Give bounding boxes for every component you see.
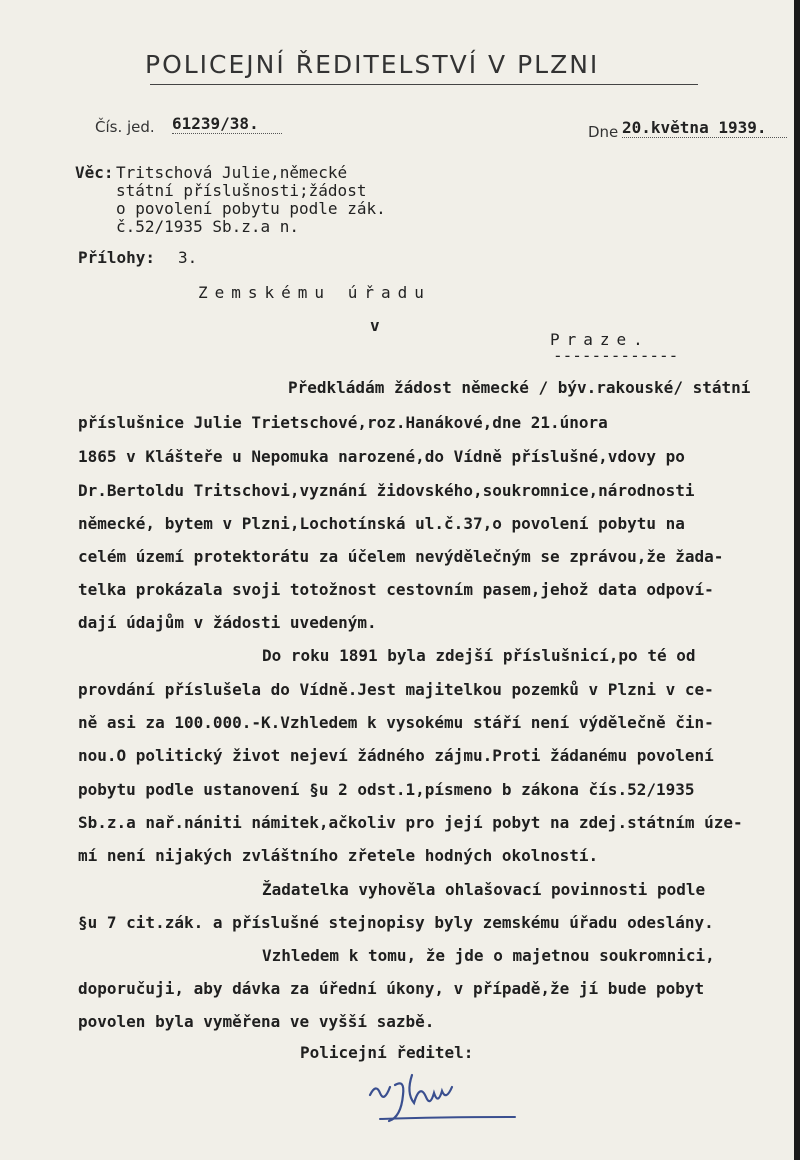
- body-line-2: příslušnice Julie Trietschové,roz.Hanákové,dne 21.února: [78, 413, 608, 432]
- attachments-label: Přílohy:: [78, 248, 156, 267]
- body-line-13: pobytu podle ustanovení §u 2 odst.1,písmeno b zákona čís.52/1935: [78, 780, 695, 799]
- recipient-preposition: v: [370, 316, 380, 335]
- date-value: 20.května 1939.: [622, 118, 787, 138]
- reference-label: Čís. jed.: [95, 118, 155, 136]
- body-line-18: Vzhledem k tomu, že jde o majetnou soukromnici,: [262, 946, 715, 965]
- closing-signatory-title: Policejní ředitel:: [300, 1043, 474, 1062]
- attachments-value: 3.: [178, 248, 198, 267]
- body-line-19: doporučuji, aby dávka za úřední úkony, v případě,že jí bude pobyt: [78, 979, 705, 998]
- subject-label: Věc:: [75, 163, 114, 182]
- handwritten-signature: [350, 1055, 530, 1125]
- subject-line-1: Tritschová Julie,německé: [116, 163, 348, 182]
- date-label: Dne: [588, 123, 619, 141]
- body-line-1: Předkládám žádost německé / býv.rakouské/ státní: [288, 378, 751, 397]
- recipient-underline: -------------: [553, 346, 679, 365]
- subject-line-2: státní příslušnosti;žádost: [116, 181, 367, 200]
- body-line-20: povolen byla vyměřena ve vyšší sazbě.: [78, 1012, 435, 1031]
- subject-line-3: o povolení pobytu podle zák.: [116, 199, 386, 218]
- body-line-5: německé, bytem v Plzni,Lochotínská ul.č.37,o povolení pobytu na: [78, 514, 685, 533]
- body-line-12: nou.O politický život nejeví žádného zájmu.Proti žádanému povolení: [78, 746, 714, 765]
- letterhead-rule: [150, 84, 698, 85]
- body-line-16: Žadatelka vyhověla ohlašovací povinnosti podle: [262, 880, 706, 899]
- body-line-11: ně asi za 100.000.-K.Vzhledem k vysokému stáří není výdělečně čin-: [78, 713, 714, 732]
- body-line-14: Sb.z.a nař.nániti námitek,ačkoliv pro její pobyt na zdej.státním úze-: [78, 813, 743, 832]
- body-line-3: 1865 v Klášteře u Nepomuka narozené,do Vídně příslušné,vdovy po: [78, 447, 685, 466]
- body-line-7: telka prokázala svoji totožnost cestovním pasem,jehož data odpoví-: [78, 580, 714, 599]
- reference-number: 61239/38.: [172, 114, 282, 134]
- subject-line-4: č.52/1935 Sb.z.a n.: [116, 217, 300, 236]
- body-line-9: Do roku 1891 byla zdejší příslušnicí,po té od: [262, 646, 696, 665]
- recipient-office: Zemskému úřadu: [198, 283, 431, 302]
- recipient-city: Praze.: [550, 330, 650, 349]
- body-line-10: provdání příslušela do Vídně.Jest majitelkou pozemků v Plzni v ce-: [78, 680, 714, 699]
- letterhead-title: POLICEJNÍ ŘEDITELSTVÍ V PLZNI: [145, 50, 600, 79]
- scan-edge: [794, 0, 800, 1160]
- body-line-4: Dr.Bertoldu Tritschovi,vyznání židovského,soukromnice,národnosti: [78, 481, 695, 500]
- body-line-17: §u 7 cit.zák. a příslušné stejnopisy byly zemskému úřadu odeslány.: [78, 913, 714, 932]
- body-line-6: celém území protektorátu za účelem nevýdělečným se zprávou,že žada-: [78, 547, 724, 566]
- body-line-8: dají údajům v žádosti uvedeným.: [78, 613, 377, 632]
- body-line-15: mí není nijakých zvláštního zřetele hodných okolností.: [78, 846, 599, 865]
